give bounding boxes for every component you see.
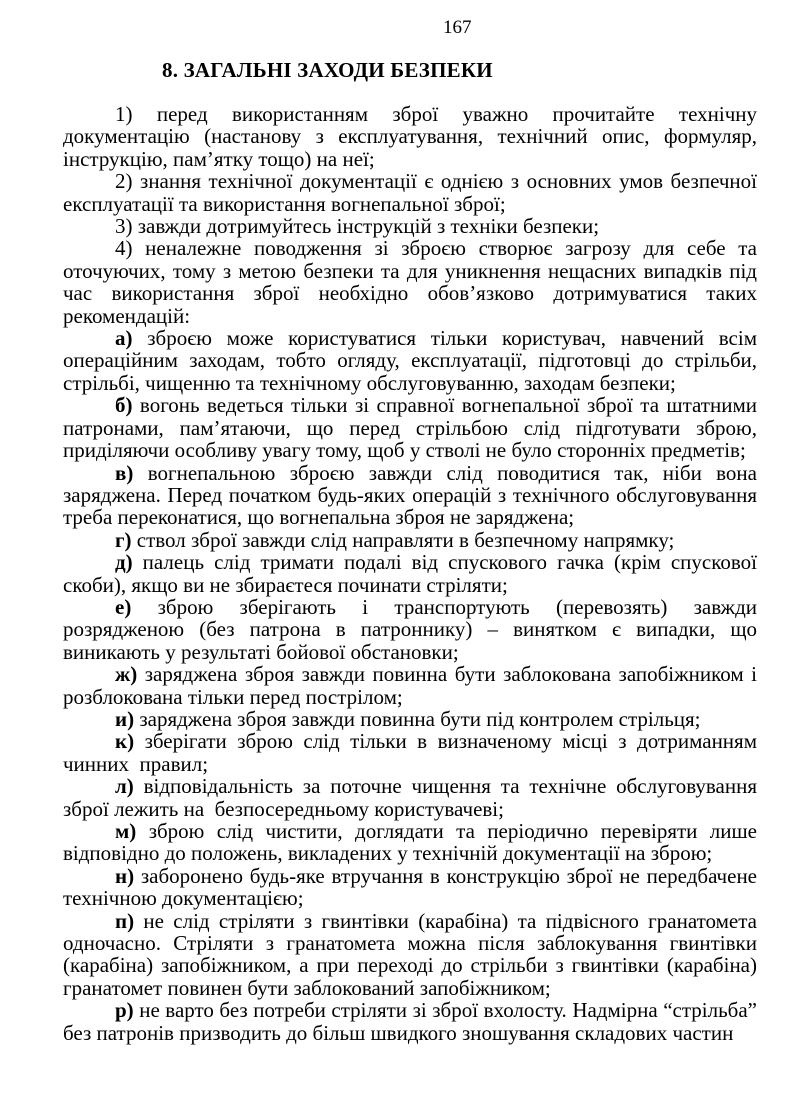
section-heading: 8. ЗАГАЛЬНІ ЗАХОДИ БЕЗПЕКИ <box>162 58 493 82</box>
item-label: б) <box>115 393 133 418</box>
paragraph <box>63 708 757 730</box>
item-label: м) <box>115 819 137 843</box>
item-label: а) <box>115 326 133 351</box>
item-text: зброю зберігають і транспортують (перевозять) завжди розрядженою (без патрона в патроннику) – винятком є випадки, що виникають у результаті бойової обстановки; <box>63 594 757 664</box>
item-label: и) <box>115 706 135 731</box>
item-text: вогнепальною зброєю завжди слід поводитися так, ніби вона заряджена. Перед початком будь-яких операцій з технічного обслуговування треба переконатися, що вогнепальна зброя не заряджена; <box>63 460 757 530</box>
item-text: заборонено будь-яке втручання в конструкцію зброї не передбачене технічною документацією; <box>63 863 757 911</box>
paragraph <box>63 551 757 596</box>
document-body <box>63 103 757 1044</box>
item-text: 4) неналежне поводження зі зброєю створює загрозу для себе та оточуючих, тому з метою безпеки та для уникнення нещасних випадків під час використання зброї необхідно обов’язково дотримуватися таких рекомендацій: <box>63 236 757 328</box>
item-label: п) <box>115 908 135 933</box>
item-text: відповідальність за поточне чищення та технічне обслуговування зброї лежить на безпосередньому користувачеві; <box>63 774 757 821</box>
item-text: заряджена зброя завжди повинна бути під контролем стрільця; <box>134 706 701 731</box>
item-text: не слід стріляти з гвинтівки (карабіна) та підвісного гранатомета одночасно. Стріляти з гранатомета можна після заблокування гвинтівки (карабіна) запобіжником, а при переході до стрільби з гвинтівки (карабіна) гранатомет повинен бути заблокований запобіжником; <box>63 908 757 1000</box>
paragraph <box>63 394 757 461</box>
item-text: вогонь ведеться тільки зі справної вогнепальної зброї та штатними патронами, пам’ятаючи, що перед стрільбою слід підготувати зброю, приділяючи особливу увагу тому, щоб у стволі не було сторонніх предметів; <box>63 393 757 463</box>
item-text: палець слід тримати подалі від спускового гачка (крім спускової скоби), якщо ви не збираєтеся починати стріляти; <box>63 550 757 597</box>
paragraph <box>63 999 757 1044</box>
item-label: в) <box>115 460 134 485</box>
item-text: зброю слід чистити, доглядати та періодично перевіряти лише відповідно до положень, викладених у технічній документації на зброю; <box>63 819 757 866</box>
item-label: н) <box>115 863 135 888</box>
item-label: к) <box>115 729 135 754</box>
paragraph <box>63 327 757 394</box>
paragraph <box>63 215 757 237</box>
paragraph <box>63 529 757 551</box>
item-label: л) <box>115 774 134 799</box>
paragraph <box>63 596 757 663</box>
item-label: е) <box>115 594 132 619</box>
item-text: 2) знання технічної документації є однією з основних умов безпечної експлуатації та використання вогнепальної зброї; <box>63 169 757 216</box>
item-text: заряджена зброя завжди повинна бути заблокована запобіжником і розблокована тільки перед пострілом; <box>63 662 757 709</box>
item-text: зброєю може користуватися тільки користувач, навчений всім операційним заходам, тобто огляду, експлуатації, підготовці до стрільби, стрільбі, чищенню та технічному обслуговуванню, заходам безпеки; <box>63 326 757 395</box>
item-text: зберігати зброю слід тільки в визначеному місці з дотриманням чинних правил; <box>63 729 757 776</box>
paragraph <box>63 663 757 708</box>
item-text: 1) перед використанням зброї уважно прочитайте технічну документацію (настанову з експлуатування, технічний опис, формуляр, інструкцію, пам’ятку тощо) на неї; <box>63 102 757 171</box>
paragraph <box>63 730 757 775</box>
item-text: не варто без потреби стріляти зі зброї вхолосту. Надмірна “стрільба” без патронів призводить до більш швидкого зношування складових частин <box>63 998 757 1045</box>
item-label: д) <box>115 550 133 575</box>
item-text: 3) завжди дотримуйтесь інструкцій з техніки безпеки; <box>115 214 600 239</box>
paragraph <box>63 775 757 820</box>
paragraph <box>63 103 757 170</box>
paragraph <box>63 820 757 865</box>
page-number: 167 <box>443 17 472 38</box>
item-label: ж) <box>115 662 138 687</box>
item-text: ствол зброї завжди слід направляти в безпечному напрямку; <box>131 527 675 552</box>
paragraph <box>63 170 757 215</box>
paragraph <box>63 237 757 327</box>
paragraph <box>63 910 757 1000</box>
item-label: р) <box>115 998 134 1023</box>
paragraph <box>63 462 757 529</box>
item-label: г) <box>115 527 132 552</box>
paragraph <box>63 865 757 910</box>
